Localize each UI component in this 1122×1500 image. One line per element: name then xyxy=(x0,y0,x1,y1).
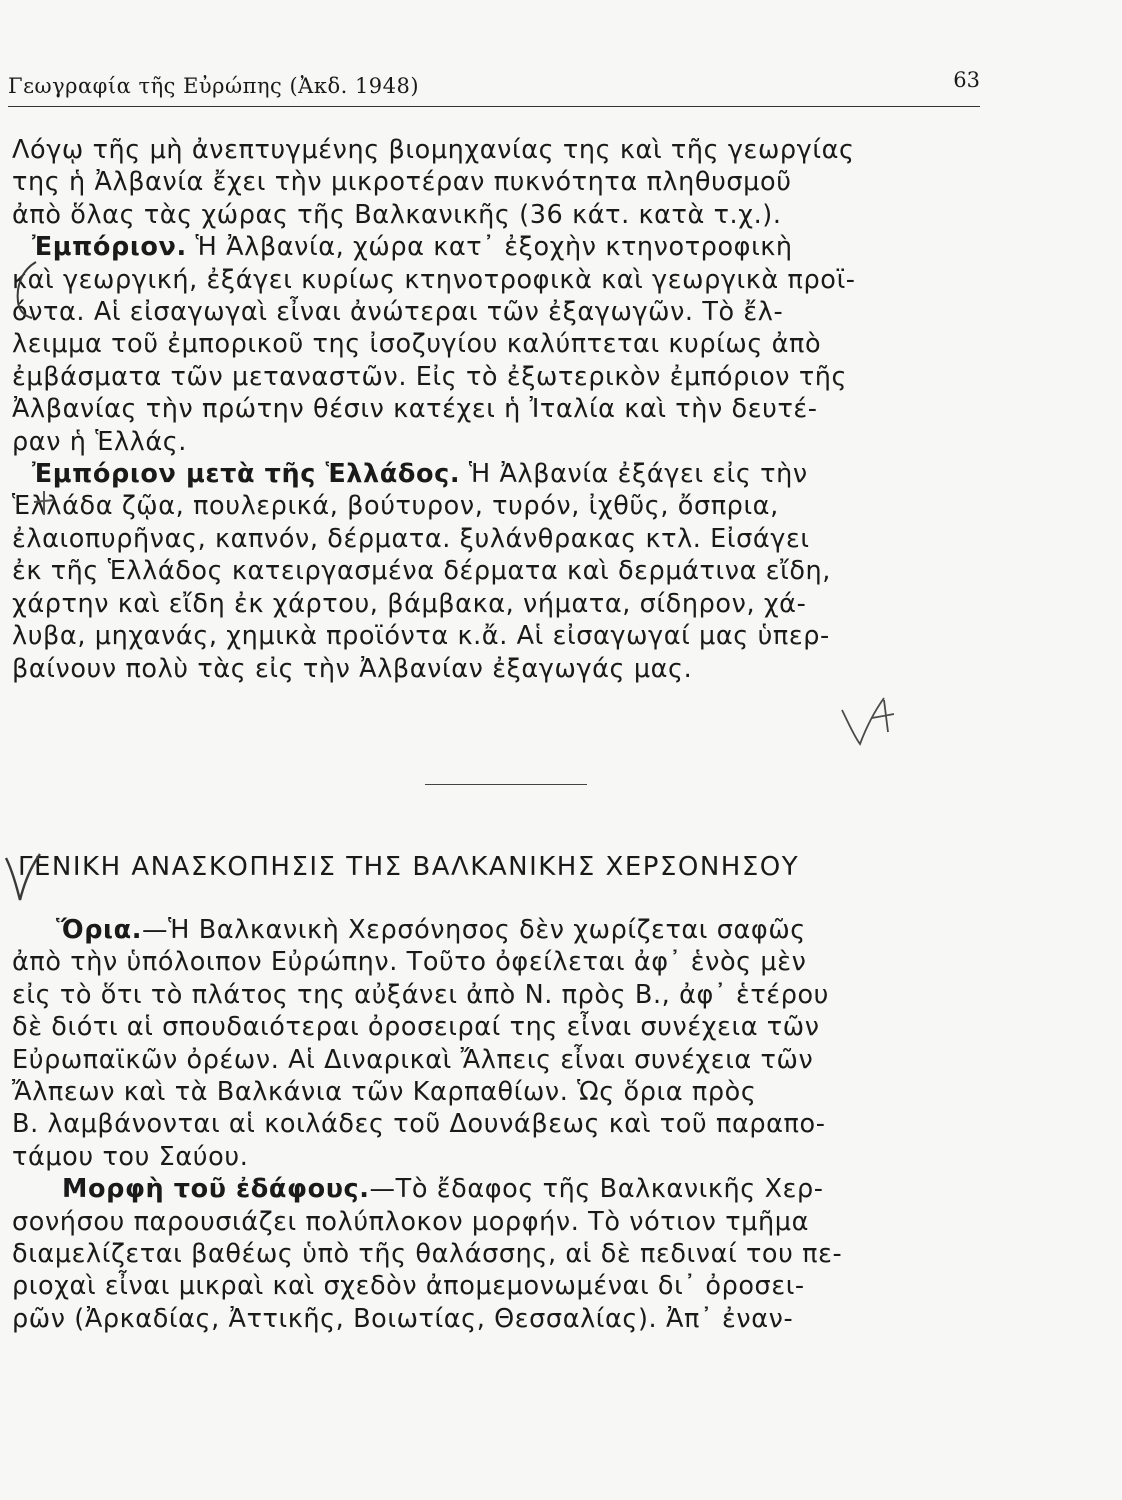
text-line: βαίνουν πολὺ τὰς εἰς τὴν Ἀλβανίαν ἐξαγωγάς μας. xyxy=(12,653,693,684)
albania-section xyxy=(12,134,982,685)
paragraph-trade-greece xyxy=(12,458,982,490)
pen-bracket-mark xyxy=(2,258,42,320)
text-line: καὶ γεωργική, ἐξάγει κυρίως κτηνοτροφικὰ καὶ γεωργικὰ προϊ- xyxy=(12,264,856,295)
text-line: ραν ἡ Ἑλλάς. xyxy=(12,426,188,457)
text-run: Ἡ Ἀλβανία ἐξάγει εἰς τὴν xyxy=(460,459,808,490)
text-line: ἀπὸ ὅλας τὰς χώρας τῆς Βαλκανικῆς (36 κάτ. κατὰ τ.χ.). xyxy=(12,199,782,230)
text-line: ἐλαιοπυρῆνας, καπνόν, δέρματα. ξυλάνθρακας κτλ. Εἰσάγει xyxy=(12,523,810,554)
text-run: —Τὸ ἔδαφος τῆς Βαλκανικῆς Χερ- xyxy=(369,1174,824,1205)
text-line: Ἑλλάδα ζῷα, πουλερικά, βούτυρον, τυρόν, ἰχθῦς, ὄσπρια, xyxy=(12,491,779,522)
text-line: ἐκ τῆς Ἑλλάδος κατειργασμένα δέρματα καὶ δερμάτινα εἴδη, xyxy=(12,556,831,587)
text-run: —Ἡ Βαλκανικὴ Χερσόνησος δὲν χωρίζεται σαφῶς xyxy=(142,915,806,945)
pen-checkmark xyxy=(4,850,44,906)
text-line: ριοχαὶ εἶναι μικραὶ καὶ σχεδὸν ἀπομεμονωμέναι δι᾽ ὀροσει- xyxy=(12,1271,805,1302)
text-line: σονήσου παρουσιάζει πολύπλοκον μορφήν. Τὸ νότιον τμῆμα xyxy=(12,1206,809,1237)
pen-checkmark xyxy=(838,692,898,748)
text-line: της ἡ Ἀλβανία ἔχει τὴν μικροτέραν πυκνότητα πληθυσμοῦ xyxy=(12,167,792,198)
text-line: δὲ διότι αἱ σπουδαιότεραι ὀροσειραί της εἶναι συνέχεια τῶν xyxy=(12,1012,820,1043)
text-line: Εὐρωπαϊκῶν ὀρέων. Αἱ Διναρικαὶ Ἄλπεις εἶναι συνέχεια τῶν xyxy=(12,1044,814,1075)
text-line: διαμελίζεται βαθέως ὑπὸ τῆς θαλάσσης, αἱ δὲ πεδιναί του πε- xyxy=(12,1239,843,1270)
text-line: λειμμα τοῦ ἐμπορικοῦ της ἰσοζυγίου καλύπτεται κυρίως ἀπὸ xyxy=(12,329,822,360)
heading-terrain: Μορφὴ τοῦ ἐδάφους. xyxy=(62,1174,370,1205)
text-line: Β. λαμβάνονται αἱ κοιλάδες τοῦ Δουνάβεως καὶ τοῦ παραπο- xyxy=(12,1109,826,1140)
text-line: τάμου του Σαύου. xyxy=(12,1141,249,1172)
text-run: Ἡ Ἀλβανία, χώρα κατ᾽ ἐξοχὴν κτηνοτροφικὴ xyxy=(186,232,793,263)
heading-trade-greece: Ἐμπόριον μετὰ τῆς Ἑλλάδος. xyxy=(32,459,461,490)
text-line: ρῶν (Ἀρκαδίας, Ἀττικῆς, Βοιωτίας, Θεσσαλίας). Ἀπ᾽ ἐναν- xyxy=(12,1303,794,1334)
section-title: ΓΕΝΙΚΗ ΑΝΑΣΚΟΠΗΣΙΣ ΤΗΣ ΒΑΛΚΑΝΙΚΗΣ ΧΕΡΣΟΝΗΣΟΥ xyxy=(18,852,800,882)
heading-trade: Ἐμπόριον. xyxy=(32,232,187,263)
text-line: λυβα, μηχανάς, χημικὰ προϊόντα κ.ἄ. Αἱ εἰσαγωγαί μας ὑπερ- xyxy=(12,621,830,652)
paragraph-terrain xyxy=(12,1173,982,1205)
page-number: 63 xyxy=(953,68,980,92)
pen-cross-mark xyxy=(30,488,58,518)
section-divider xyxy=(425,784,587,785)
text-line: ἐμβάσματα τῶν μεταναστῶν. Εἰς τὸ ἐξωτερικὸν ἐμπόριον τῆς xyxy=(12,361,848,392)
text-line: όντα. Αἱ εἰσαγωγαὶ εἶναι ἀνώτεραι τῶν ἐξαγωγῶν. Τὸ ἔλ- xyxy=(12,297,784,328)
text-line: εἰς τὸ ὅτι τὸ πλάτος της αὐξάνει ἀπὸ Ν. πρὸς Β., ἀφ᾽ ἑτέρου xyxy=(12,979,830,1010)
paragraph-trade xyxy=(12,231,982,263)
paragraph-borders xyxy=(12,914,982,946)
heading-borders: Ὅρια. xyxy=(56,915,142,945)
text-line: Λόγῳ τῆς μὴ ἀνεπτυγμένης βιομηχανίας της καὶ τῆς γεωργίας xyxy=(12,135,855,165)
running-title: Γεωγραφία τῆς Εὐρώπης (Ἀκδ. 1948) xyxy=(8,74,420,98)
text-line: Ἄλπεων καὶ τὰ Βαλκάνια τῶν Καρπαθίων. Ὡς ὅρια πρὸς xyxy=(12,1077,757,1108)
text-line: Ἀλβανίας τὴν πρώτην θέσιν κατέχει ἡ Ἰταλία καὶ τὴν δευτέ- xyxy=(12,394,818,425)
text-line: ἀπὸ τὴν ὑπόλοιπον Εὐρώπην. Τοῦτο ὀφείλεται ἀφ᾽ ἑνὸς μὲν xyxy=(12,947,807,978)
running-header xyxy=(8,70,980,107)
text-line: χάρτην καὶ εἴδη ἐκ χάρτου, βάμβακα, νήματα, σίδηρον, χά- xyxy=(12,588,807,619)
balkan-section xyxy=(12,914,982,1335)
